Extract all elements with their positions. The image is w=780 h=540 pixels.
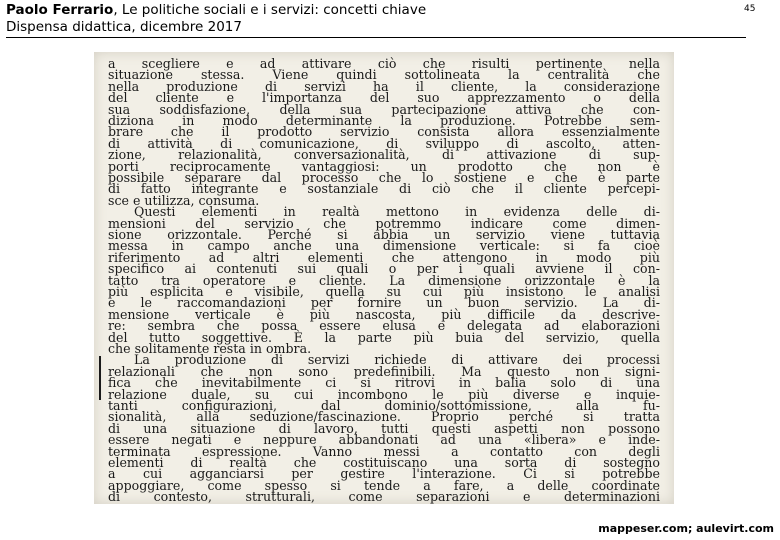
scan-text-line: del tutto soggettive. È la parte più buia del servizio, quella — [108, 329, 660, 345]
scan-text-line: Questi elementi in realtà mettono in evidenza delle di- — [134, 204, 660, 220]
scan-text-line: riferimento ad altri elementi che attengono in modo più — [108, 249, 660, 265]
scan-text-line: zione, relazionalità, conversazionalità, di attivazione di sup- — [108, 147, 660, 163]
scan-text-line: di attività di comunicazione, di sviluppo di ascolto, atten- — [108, 135, 660, 151]
scan-text-line: di contesto, strutturali, come separazioni e determinazioni — [108, 489, 660, 504]
footer-sites: mappeser.com; aulevirt.com — [598, 522, 774, 535]
scan-text-line: diziona in modo determinante la produzione. Potrebbe sem- — [108, 113, 660, 128]
header-author: Paolo Ferrario — [6, 2, 114, 18]
page-number: 45 — [744, 4, 756, 14]
scan-text-line: relazione duale, su cui incombono le più diverse e inquie- — [108, 386, 660, 402]
scan-text-line: tatto tra operatore e cliente. La dimensione orizzontale è la — [108, 272, 660, 288]
scan-text-line: a cui agganciarsi per gestire l'interazione. Ci si potrebbe — [108, 466, 660, 482]
scan-text-line: fica che inevitabilmente ci si ritrovi in balia solo di una — [108, 375, 660, 391]
scan-text-line: sione orizzontale. Perché si abbia un servizio viene tuttavia — [108, 227, 660, 242]
scan-text-line: La produzione di servizi richiede di attivare dei processi — [134, 352, 660, 368]
scan-text-line: relazionali che non sono predefinibili. Ma questo non signi- — [108, 363, 660, 379]
scan-text-line: mensione verticale è più nascosta, più difficile da descrive- — [108, 306, 660, 322]
scan-text-line: terminata espressione. Vanno messi a contatto con degli — [108, 443, 660, 459]
scan-text-line: sua soddisfazione, della sua partecipazione attiva che con- — [108, 101, 660, 117]
scan-text-line: che solitamente resta in ombra. — [108, 341, 312, 356]
scan-text-line: più esplicita e visibile, quella su cui più insistono le analisi — [108, 284, 660, 299]
scan-text-line: re: sembra che possa essere elusa e delegata ad elaborazioni — [108, 318, 660, 334]
scan-text-line: nella produzione di servizi ha il cliente, la considerazione — [108, 78, 660, 94]
scan-text-line: e le raccomandazioni per fornire un buon servizio. La di- — [108, 295, 660, 311]
page-header — [6, 2, 746, 36]
scan-text-line: brare che il prodotto servizio consista allora essenzialmente — [108, 124, 660, 140]
scan-text-line: tanti configurazioni, dal dominio/sottomissione, alla fu- — [108, 398, 660, 413]
header-divider — [6, 37, 746, 38]
scan-text-line: appoggiare, come spesso si tende a fare, a delle coordinate — [108, 477, 660, 493]
scanned-page-image — [94, 52, 674, 504]
scan-text-line: sce e utilizza, consuma. — [108, 192, 260, 208]
scan-text-line: porti reciprocamente vantaggiosi: un prodotto che non è — [108, 158, 660, 174]
scan-text-line: messa in campo anche una dimensione verticale: si fa cioè — [108, 238, 660, 254]
scan-text-line: specifico ai contenuti sui quali o per i quali avviene il con- — [108, 261, 660, 277]
scan-text-line: a scegliere e ad attivare ciò che risulti pertinente nella — [108, 56, 660, 71]
header-title-line — [6, 2, 746, 19]
scan-text-line: situazione stessa. Viene quindi sottolineata la centralità che — [108, 67, 660, 83]
margin-pen-mark — [99, 356, 101, 400]
scan-text-line: possibile separare dal processo che lo sostiene e che è parte — [108, 170, 660, 185]
scan-text-line: sionalità, alla seduzione/fascinazione. Proprio perché si tratta — [108, 409, 660, 425]
scan-text-line: del cliente e l'importanza del suo apprezzamento o della — [108, 90, 660, 106]
scan-text-line: di una situazione di lavoro, tutti questi aspetti non possono — [108, 420, 660, 436]
scan-text-line: essere negati e neppure abbandonati ad una «libera» e inde- — [108, 432, 660, 448]
header-course-line: Dispensa didattica, dicembre 2017 — [6, 19, 242, 35]
scan-text-line: elementi di realtà che costituiscano una sorta di sostegno — [108, 455, 660, 470]
scan-text-line: mensioni del servizio che potremmo indicare come dimen- — [108, 215, 660, 231]
header-subtitle: , Le politiche sociali e i servizi: concetti chiave — [113, 2, 427, 18]
scan-text-line: di fatto integrante e sostanziale di ciò che il cliente percepi- — [108, 181, 660, 197]
